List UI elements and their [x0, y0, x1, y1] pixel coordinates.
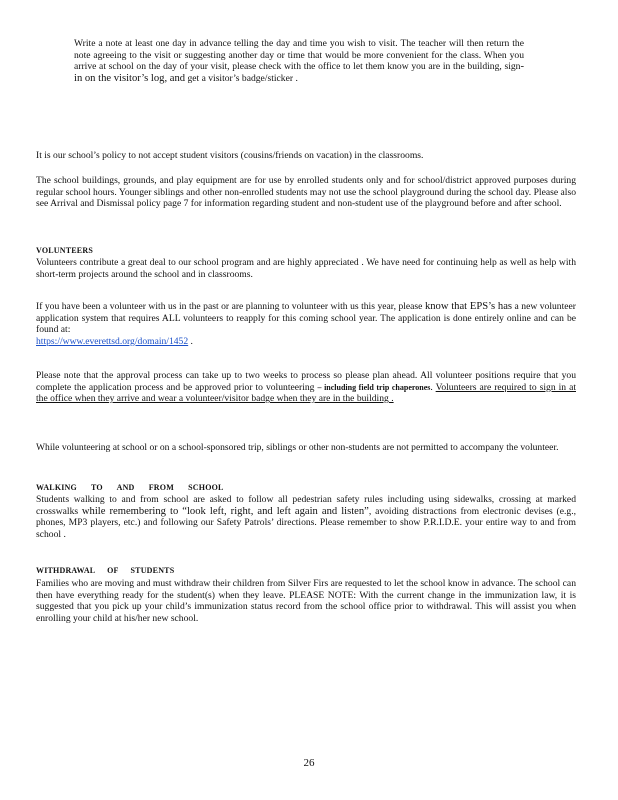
walking-text-end: , avoiding distractions from electronic devises (e.g., phones, MP3 players, etc.) and following our Safety Patrols’ directions. Please remember to show P.R.I.D.E. your entire way to and from school . [36, 505, 576, 540]
volunteer-application-paragraph: If you have been a volunteer with us in the past or are planning to volunteer with us this year, please know that EPS’s has a new volunteer application system that requires ALL volunteers to reapply for this coming school year. The application is done entirely online and can be found at: https://www.everettsd.org/domain/1452 . [36, 301, 576, 347]
application-emphasis: know that EPS’s has [424, 301, 513, 312]
volunteer-application-link[interactable]: https://www.everettsd.org/domain/1452 [36, 335, 189, 347]
withdrawal-paragraph: Families who are moving and must withdraw their children from Silver Firs are requested to let the school know in advance. The school can then have everything ready for the student(s) when they leave. PLEASE NOTE: With the current change in the immunization law, it is suggested that you pick up your child’s immunization status record from the school office prior to withdrawal. This will assist you when enrolling your child at his/her new school. [36, 578, 576, 624]
walking-emphasis: while remembering to “look left, right, and left again and listen” [81, 505, 369, 517]
volunteers-intro-paragraph: Volunteers contribute a great deal to our school program and are highly appreciated . We have need for continuing help as well as help with short-term projects around the school and in classrooms. [36, 257, 576, 280]
walking-text: Students walking to and from school are asked to follow all pedestrian safety rules including using sidewalks, crossing at marked crosswalks [36, 494, 576, 517]
approval-text: Please note that the approval process can take up to two weeks to process so please plan ahead. All volunteer positions require that you complete the application process and be approved prior to volunteering [36, 370, 576, 393]
visit-note-paragraph [74, 38, 524, 84]
page-number: 26 [303, 757, 315, 769]
approval-paragraph [36, 370, 576, 405]
volunteers-heading: VOLUNTEERS [36, 246, 93, 255]
withdrawal-heading: WITHDRAWAL OF STUDENTS [36, 566, 175, 575]
siblings-paragraph: While volunteering at school or on a school-sponsored trip, siblings or other non-students are not permitted to accompany the volunteer. [36, 442, 559, 453]
application-text: If you have been a volunteer with us in the past or are planning to volunteer with us this year, please [36, 301, 423, 312]
field-trip-note: – including field trip chaperones [317, 382, 431, 392]
walking-heading: WALKING TO AND FROM SCHOOL [36, 483, 224, 492]
sign-in-requirement: Volunteers are required to sign in at the office when they arrive and wear a volunteer/visitor badge when they are in the building . [36, 381, 576, 405]
visitor-policy-paragraph: It is our school’s policy to not accept student visitors (cousins/friends on vacation) in the classrooms. [36, 150, 424, 161]
application-text-end: a new volunteer application system that requires ALL volunteers to reapply for this coming school year. The application is done entirely online and can be found at: [36, 301, 576, 336]
walking-paragraph [36, 494, 576, 540]
visit-note-text-end: get a visitor’s badge/sticker . [187, 72, 298, 84]
buildings-paragraph: The school buildings, grounds, and play equipment are for use by enrolled students only and for school/district approved purposes during regular school hours. Younger siblings and other non-enrolled students may not use the school playground during the school day. Please also see Arrival and Dismissal policy page 7 for information regarding student and non-student use of the playground before and after school. [36, 175, 576, 210]
visit-note-emphasis: -in on the visitor’s log, and [74, 61, 524, 84]
approval-period: . [430, 381, 433, 393]
visit-note-text: Write a note at least one day in advance telling the day and time you wish to visit. The teacher will then return the note agreeing to the visit or suggesting another day or time that would be more convenient for the class. When you arrive at school on the day of your visit, please check with the office to let them know you are in the building, sign [74, 38, 524, 73]
